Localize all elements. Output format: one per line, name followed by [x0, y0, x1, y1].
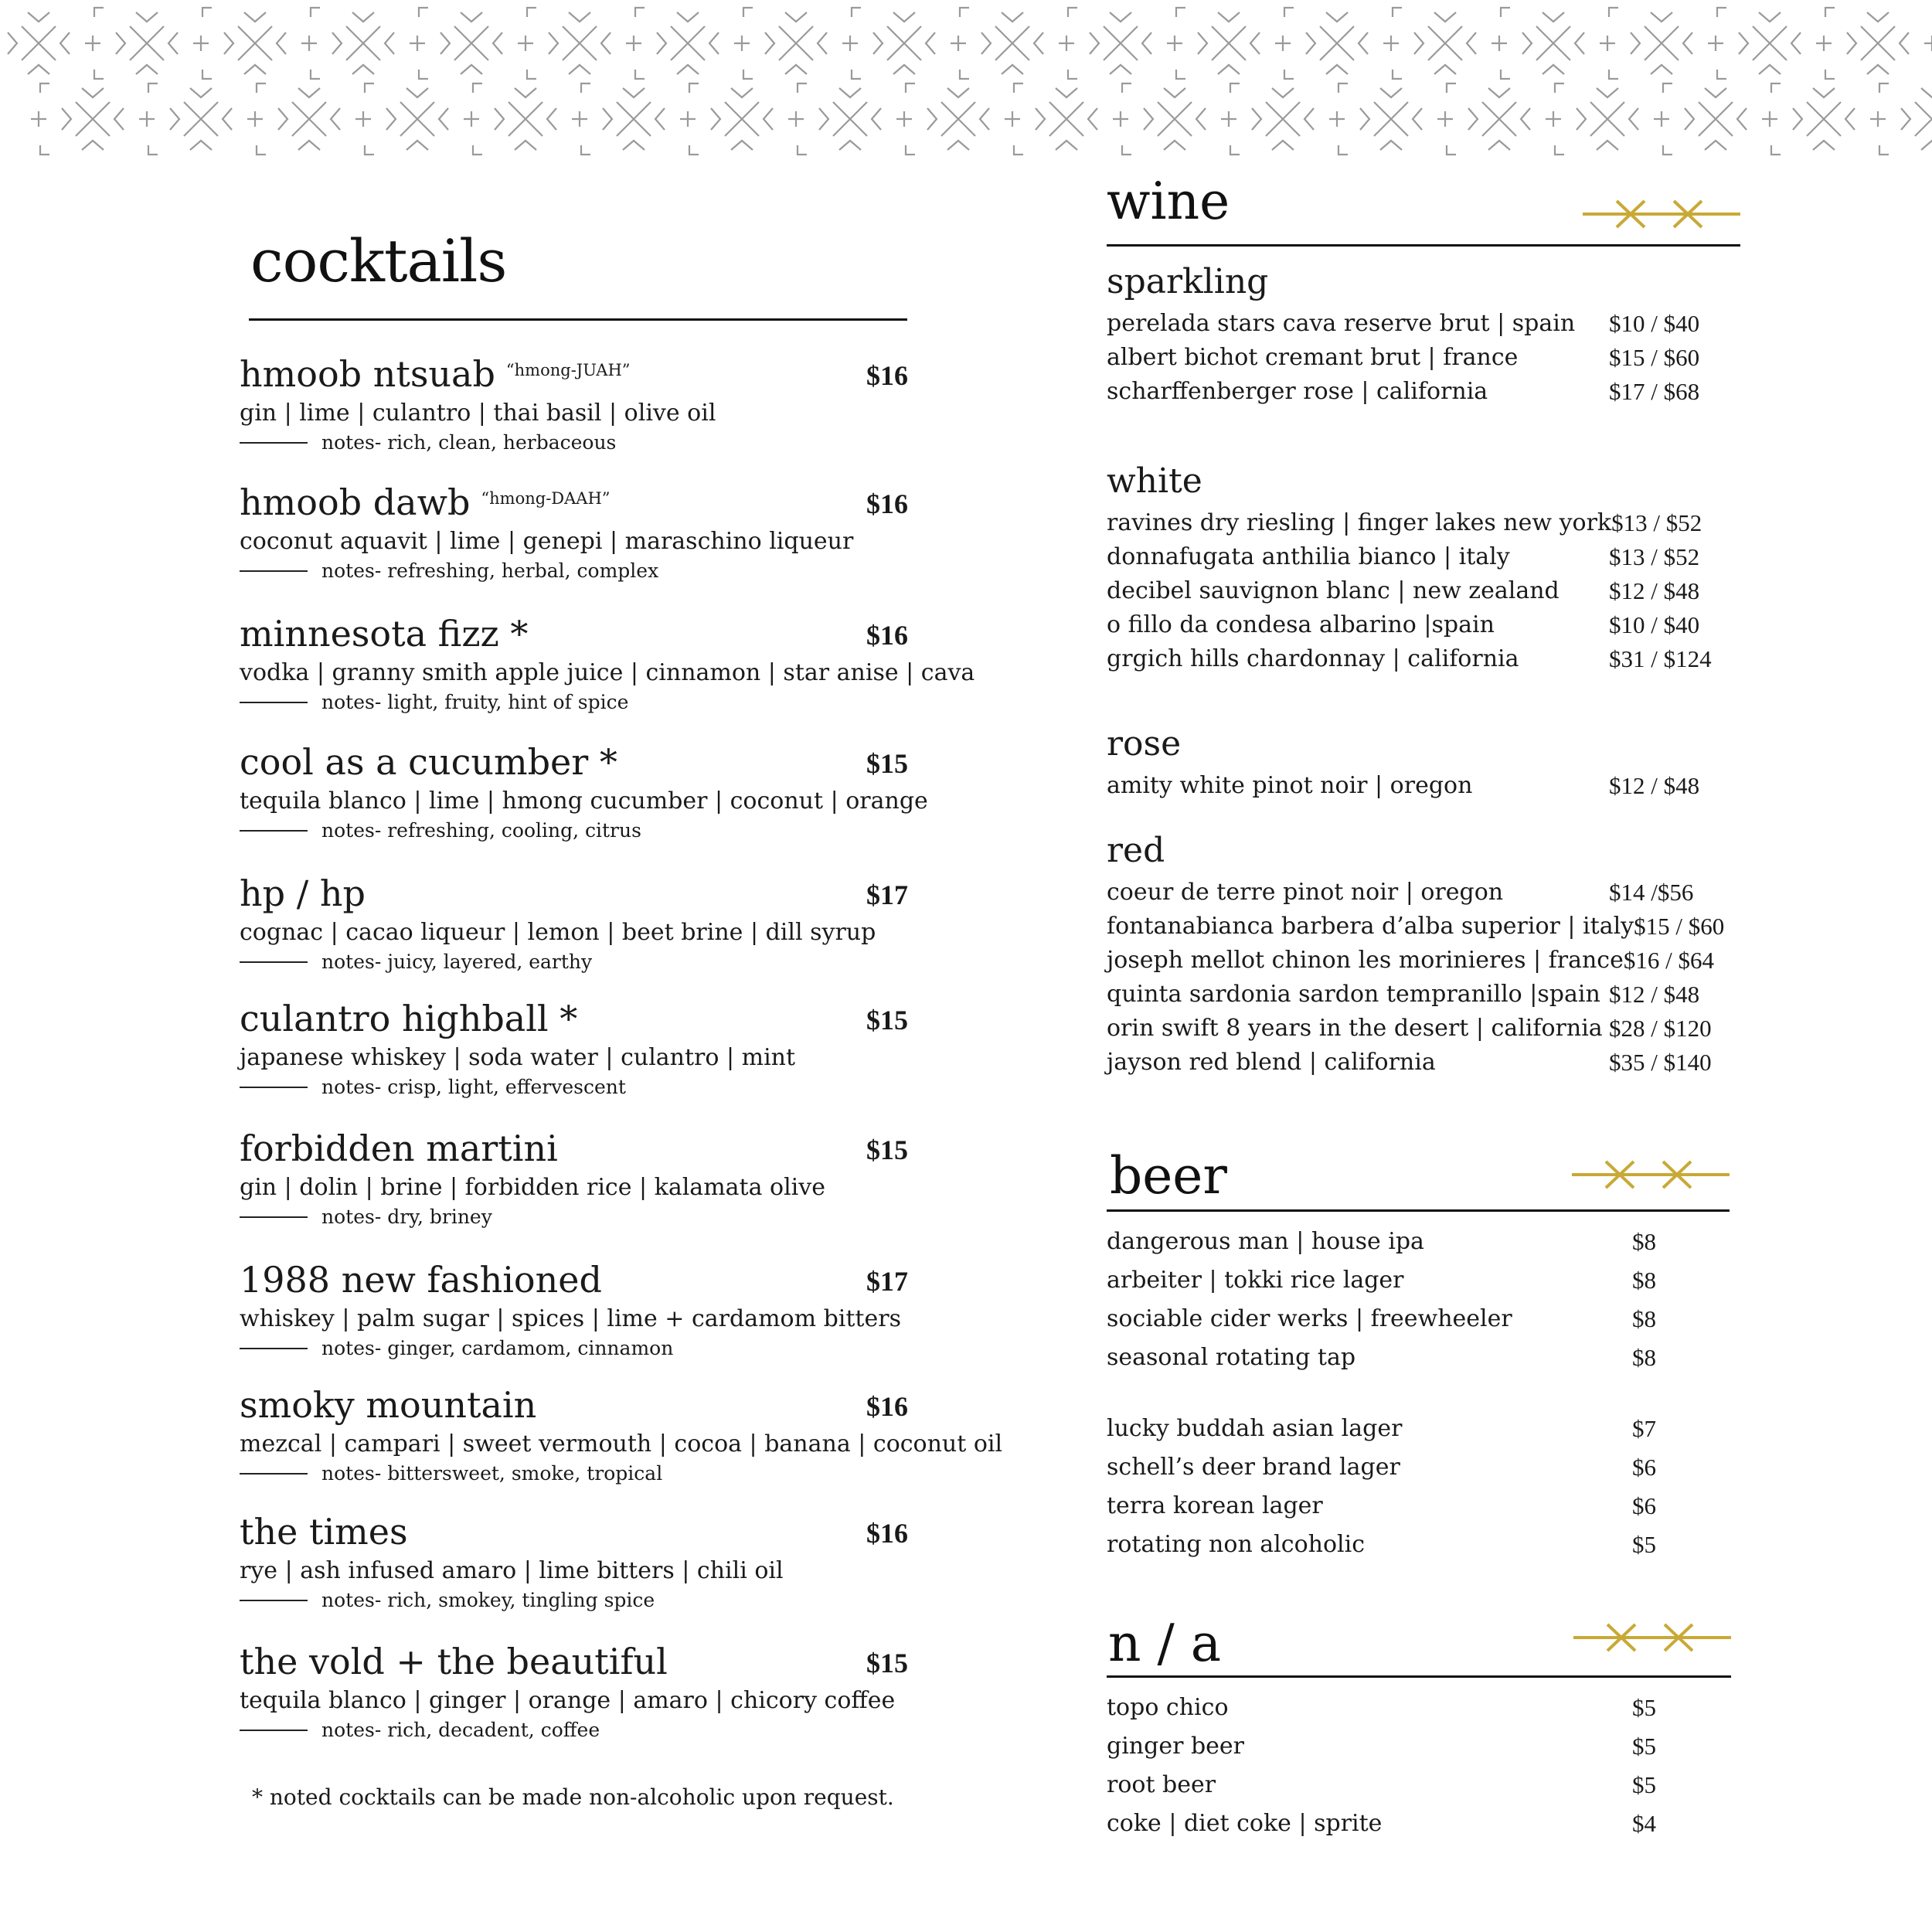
notes-dash	[240, 1087, 308, 1088]
cocktail-item	[240, 353, 908, 454]
notes-dash	[240, 442, 308, 444]
cocktail-price: $16	[866, 1518, 908, 1549]
wine-row	[1107, 540, 1725, 574]
na-label: root beer	[1107, 1771, 1216, 1798]
beer-price: $8	[1632, 1228, 1656, 1255]
cocktail-name-line	[240, 1641, 908, 1682]
wine-row	[1107, 375, 1725, 409]
na-price: $5	[1632, 1771, 1656, 1798]
cocktail-name-line	[240, 481, 908, 523]
cocktail-item	[240, 741, 928, 842]
na-list	[1107, 1689, 1694, 1843]
beer-label: seasonal rotating tap	[1107, 1344, 1356, 1371]
cocktail-notes	[240, 1719, 908, 1741]
wine-row	[1107, 574, 1725, 608]
beer-title: beer	[1110, 1146, 1227, 1206]
na-label: topo chico	[1107, 1694, 1229, 1721]
cocktail-list	[240, 353, 1003, 1741]
cocktail-ingredients: rye | ash infused amaro | lime bitters | chili oil	[240, 1557, 784, 1584]
wine-divider	[1107, 244, 1740, 247]
notes-dash	[240, 830, 308, 832]
cocktail-notes	[240, 819, 908, 842]
na-row	[1107, 1804, 1694, 1843]
wine-price: $10 / $40	[1609, 310, 1700, 337]
beer-label: rotating non alcoholic	[1107, 1531, 1366, 1558]
beer-label: schell’s deer brand lager	[1107, 1454, 1400, 1481]
wine-subheading: red	[1107, 831, 1165, 870]
cocktail-name-line	[240, 998, 908, 1039]
beer-label: sociable cider werks | freewheeler	[1107, 1305, 1512, 1332]
wine-label: decibel sauvignon blanc | new zealand	[1107, 577, 1560, 604]
na-row	[1107, 1727, 1694, 1766]
cocktail-item	[240, 1128, 908, 1228]
notes-dash	[240, 570, 308, 572]
cocktail-notes	[240, 1206, 908, 1228]
cocktails-title: cocktails	[250, 226, 507, 295]
wine-row	[1107, 769, 1725, 803]
wine-row	[1107, 642, 1725, 676]
wine-label: orin swift 8 years in the desert | california	[1107, 1015, 1603, 1042]
cocktail-notes-text: notes- dry, briney	[321, 1206, 492, 1228]
cocktail-notes-text: notes- rich, smokey, tingling spice	[321, 1589, 655, 1611]
cocktail-name: culantro highball *	[240, 998, 578, 1039]
beer-label: terra korean lager	[1107, 1492, 1323, 1519]
wine-label: coeur de terre pinot noir | oregon	[1107, 879, 1504, 906]
cocktail-name-line	[240, 1128, 908, 1169]
beer-row	[1107, 1261, 1694, 1300]
cocktail-ingredients: tequila blanco | ginger | orange | amaro | chicory coffee	[240, 1687, 896, 1714]
cocktail-notes	[240, 1462, 908, 1485]
wine-row	[1107, 944, 1725, 978]
cocktail-item	[240, 1384, 1003, 1485]
cocktail-name: 1988 new fashioned	[240, 1259, 602, 1301]
wine-price: $17 / $68	[1609, 378, 1700, 405]
cocktail-pronunciation: “hmong-JUAH”	[505, 361, 631, 379]
wine-price: $10 / $40	[1609, 611, 1700, 638]
cocktail-price: $16	[866, 360, 908, 391]
cocktail-ingredients: tequila blanco | lime | hmong cucumber | coconut | orange	[240, 787, 928, 815]
cocktail-name: hmoob ntsuab	[240, 353, 495, 395]
cocktail-notes	[240, 951, 908, 973]
wine-price: $31 / $124	[1609, 645, 1712, 672]
notes-dash	[240, 1348, 308, 1349]
cocktail-notes	[240, 691, 908, 713]
wine-label: o fillo da condesa albarino |spain	[1107, 611, 1495, 638]
na-label: coke | diet coke | sprite	[1107, 1810, 1383, 1837]
beer-price: $8	[1632, 1267, 1656, 1294]
notes-dash	[240, 702, 308, 703]
beer-row	[1107, 1487, 1694, 1526]
wine-price: $15 / $60	[1609, 344, 1700, 371]
cocktail-price: $15	[866, 1005, 908, 1036]
beer-row	[1107, 1448, 1694, 1487]
na-title: n / a	[1108, 1614, 1222, 1673]
wine-price: $13 / $52	[1609, 543, 1700, 570]
wine-row	[1107, 1012, 1725, 1046]
wine-section-sparkling	[1107, 262, 1725, 409]
wine-row	[1107, 1046, 1725, 1080]
wine-price: $15 / $60	[1634, 913, 1725, 940]
wine-list	[1107, 769, 1725, 803]
cocktail-notes	[240, 1589, 908, 1611]
wine-label: ravines dry riesling | finger lakes new york	[1107, 509, 1612, 536]
cocktail-name: the vold + the beautiful	[240, 1641, 668, 1682]
na-price: $4	[1632, 1810, 1656, 1837]
beer-row	[1107, 1300, 1694, 1338]
cocktail-name: cool as a cucumber *	[240, 741, 617, 783]
non-alcoholic-footnote: * noted cocktails can be made non-alcoholic upon request.	[252, 1784, 894, 1810]
wine-subheading: white	[1107, 461, 1202, 501]
cocktail-item	[240, 998, 908, 1098]
wine-label: amity white pinot noir | oregon	[1107, 772, 1473, 799]
beer-divider	[1107, 1209, 1730, 1212]
gold-cross-ornament-icon	[1583, 198, 1740, 230]
wine-row	[1107, 876, 1725, 910]
wine-row	[1107, 910, 1725, 944]
cocktail-notes-text: notes- rich, clean, herbaceous	[321, 431, 617, 454]
cocktail-notes-text: notes- bittersweet, smoke, tropical	[321, 1462, 663, 1485]
cocktail-notes-text: notes- light, fruity, hint of spice	[321, 691, 629, 713]
wine-row	[1107, 608, 1725, 642]
header-pattern-banner	[0, 0, 1932, 158]
cocktail-item	[240, 481, 908, 582]
cocktail-ingredients: vodka | granny smith apple juice | cinnamon | star anise | cava	[240, 659, 975, 686]
wine-label: grgich hills chardonnay | california	[1107, 645, 1519, 672]
wine-label: albert bichot cremant brut | france	[1107, 344, 1519, 371]
wine-title: wine	[1107, 172, 1230, 231]
wine-label: quinta sardonia sardon tempranillo |spain	[1107, 981, 1600, 1008]
cocktail-name: forbidden martini	[240, 1128, 558, 1169]
na-price: $5	[1632, 1694, 1656, 1721]
cocktail-ingredients: japanese whiskey | soda water | culantro | mint	[240, 1044, 796, 1071]
wine-section-rose	[1107, 724, 1725, 803]
cocktail-name: the times	[240, 1511, 408, 1553]
na-row	[1107, 1689, 1694, 1727]
wine-list	[1107, 307, 1725, 409]
wine-label: donnafugata anthilia bianco | italy	[1107, 543, 1510, 570]
beer-row	[1107, 1338, 1694, 1377]
cocktail-name: minnesota fizz *	[240, 613, 529, 655]
notes-dash	[240, 961, 308, 963]
cocktail-notes	[240, 1076, 908, 1098]
beer-row	[1107, 1526, 1694, 1564]
beer-price: $8	[1632, 1305, 1656, 1332]
drinks-column	[1107, 172, 1740, 1843]
wine-price: $35 / $140	[1609, 1049, 1712, 1076]
cocktail-notes	[240, 560, 908, 582]
wine-row	[1107, 307, 1725, 341]
wine-price: $16 / $64	[1623, 947, 1714, 974]
cocktail-notes-text: notes- juicy, layered, earthy	[321, 951, 593, 973]
na-row	[1107, 1766, 1694, 1804]
beer-price: $7	[1632, 1415, 1656, 1442]
cocktails-divider	[249, 318, 907, 321]
beer-label: lucky buddah asian lager	[1107, 1415, 1403, 1442]
cocktail-item	[240, 1511, 908, 1611]
cocktail-item	[240, 613, 975, 713]
wine-label: jayson red blend | california	[1107, 1049, 1436, 1076]
cocktail-name-line	[240, 741, 908, 783]
cocktail-name-line	[240, 1511, 908, 1553]
gold-cross-ornament-icon	[1572, 1158, 1730, 1191]
wine-price: $12 / $48	[1609, 577, 1700, 604]
beer-label: arbeiter | tokki rice lager	[1107, 1267, 1404, 1294]
beer-row	[1107, 1410, 1694, 1448]
cocktail-ingredients: mezcal | campari | sweet vermouth | cocoa | banana | coconut oil	[240, 1430, 1003, 1458]
wine-list	[1107, 506, 1725, 676]
cocktail-item	[240, 1259, 908, 1359]
na-price: $5	[1632, 1733, 1656, 1760]
cocktail-price: $16	[866, 620, 908, 651]
gold-cross-ornament-icon	[1573, 1621, 1731, 1654]
cocktail-price: $16	[866, 1391, 908, 1422]
cocktail-price: $16	[866, 488, 908, 519]
cocktail-item	[240, 1641, 908, 1741]
cocktail-name: smoky mountain	[240, 1384, 537, 1426]
cocktail-ingredients: gin | lime | culantro | thai basil | olive oil	[240, 400, 716, 427]
notes-dash	[240, 1473, 308, 1475]
cocktail-item	[240, 872, 908, 973]
cocktail-price: $15	[866, 1648, 908, 1679]
cocktail-notes-text: notes- crisp, light, effervescent	[321, 1076, 626, 1098]
cocktail-notes-text: notes- ginger, cardamom, cinnamon	[321, 1337, 674, 1359]
cocktail-notes-text: notes- refreshing, cooling, citrus	[321, 819, 641, 842]
wine-sections	[1107, 262, 1740, 1080]
cocktail-ingredients: gin | dolin | brine | forbidden rice | kalamata olive	[240, 1174, 825, 1201]
na-label: ginger beer	[1107, 1733, 1245, 1760]
cocktail-name: hp / hp	[240, 872, 366, 914]
wine-price: $12 / $48	[1609, 772, 1700, 799]
wine-price: $14 /$56	[1609, 879, 1694, 906]
wine-price: $12 / $48	[1609, 981, 1700, 1008]
cocktail-price: $15	[866, 748, 908, 779]
wine-label: perelada stars cava reserve brut | spain	[1107, 310, 1576, 337]
cocktail-name-line	[240, 353, 908, 395]
cocktail-notes	[240, 1337, 908, 1359]
cocktail-ingredients: whiskey | palm sugar | spices | lime + cardamom bitters	[240, 1305, 901, 1332]
beer-header	[1107, 1146, 1730, 1206]
notes-dash	[240, 1730, 308, 1731]
cocktail-price: $17	[866, 1266, 908, 1297]
cocktails-column	[240, 226, 1003, 1810]
cocktail-ingredients: coconut aquavit | lime | genepi | maraschino liqueur	[240, 528, 854, 555]
wine-header	[1107, 172, 1740, 231]
wine-label: scharffenberger rose | california	[1107, 378, 1488, 405]
cocktail-price: $15	[866, 1134, 908, 1165]
wine-section-white	[1107, 461, 1725, 676]
beer-price: $8	[1632, 1344, 1656, 1371]
beer-label: dangerous man | house ipa	[1107, 1228, 1424, 1255]
cocktail-name-line	[240, 872, 908, 914]
na-divider	[1107, 1675, 1731, 1678]
notes-dash	[240, 1600, 308, 1601]
cocktail-ingredients: cognac | cacao liqueur | lemon | beet brine | dill syrup	[240, 919, 876, 946]
cocktail-name-line	[240, 1259, 908, 1301]
cocktail-name-line	[240, 1384, 908, 1426]
beer-price: $6	[1632, 1454, 1656, 1481]
cocktail-price: $17	[866, 879, 908, 910]
wine-price: $28 / $120	[1609, 1015, 1712, 1042]
wine-list	[1107, 876, 1725, 1080]
cocktail-name: hmoob dawb	[240, 481, 471, 523]
notes-dash	[240, 1216, 308, 1218]
wine-row	[1107, 506, 1725, 540]
beer-price: $5	[1632, 1531, 1656, 1558]
na-header	[1107, 1614, 1731, 1673]
cocktail-name-line	[240, 613, 908, 655]
wine-section-red	[1107, 831, 1725, 1080]
wine-subheading: rose	[1107, 724, 1182, 764]
wine-price: $13 / $52	[1611, 509, 1702, 536]
wine-label: fontanabianca barbera d’alba superior | italy	[1107, 913, 1634, 940]
wine-row	[1107, 978, 1725, 1012]
cocktail-pronunciation: “hmong-DAAH”	[481, 489, 611, 508]
cocktail-notes-text: notes- rich, decadent, coffee	[321, 1719, 600, 1741]
beer-price: $6	[1632, 1492, 1656, 1519]
wine-row	[1107, 341, 1725, 375]
cocktail-notes	[240, 431, 908, 454]
wine-label: joseph mellot chinon les morinieres | france	[1107, 947, 1624, 974]
wine-subheading: sparkling	[1107, 262, 1269, 301]
cocktail-notes-text: notes- refreshing, herbal, complex	[321, 560, 659, 582]
beer-list	[1107, 1223, 1694, 1564]
beer-row	[1107, 1223, 1694, 1261]
